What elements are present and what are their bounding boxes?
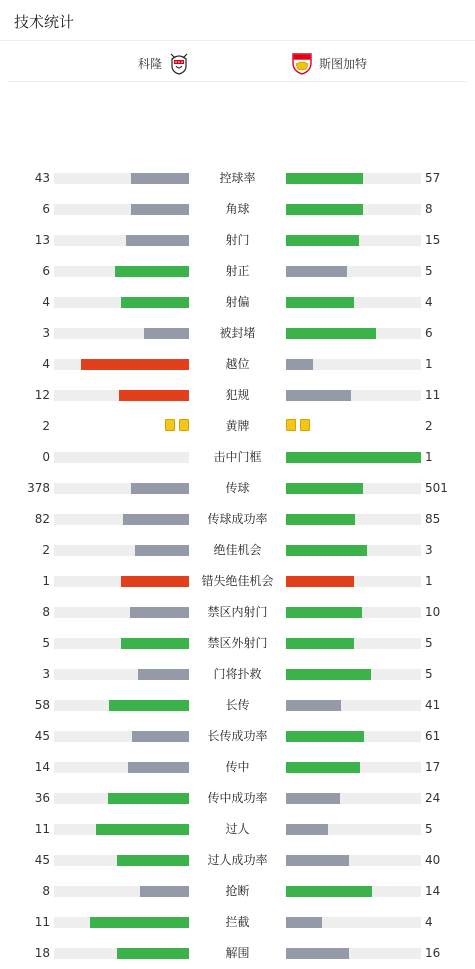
home-bar-fill [121, 297, 189, 308]
away-bar-fill [286, 514, 355, 525]
away-bar-track [286, 576, 421, 587]
stat-label: 越位 [225, 357, 250, 371]
home-value: 11 [34, 822, 50, 836]
stat-label: 传中成功率 [207, 791, 268, 805]
stat-row [0, 907, 475, 938]
home-bar-fill [121, 638, 189, 649]
home-bar-fill [108, 793, 189, 804]
away-bar-track [286, 762, 421, 773]
home-bar-track [54, 638, 189, 649]
stat-row [0, 349, 475, 380]
home-bar-track [54, 607, 189, 618]
stat-row [0, 814, 475, 845]
stat-label: 长传 [225, 698, 250, 712]
stat-label: 被封堵 [219, 326, 256, 340]
away-bar-fill [286, 948, 349, 959]
home-bar-track [54, 297, 189, 308]
home-value: 6 [42, 202, 50, 216]
home-value: 4 [42, 295, 50, 309]
teams-header [8, 41, 467, 82]
stat-label: 击中门框 [213, 450, 262, 464]
section-title: 技术统计 [14, 13, 75, 31]
away-bar-fill [286, 700, 341, 711]
away-bar-fill [286, 607, 362, 618]
home-bar-fill [117, 948, 189, 959]
stat-row [0, 287, 475, 318]
stat-row [0, 752, 475, 783]
home-bar-track [54, 793, 189, 804]
stat-row [0, 442, 475, 473]
away-value: 41 [425, 698, 441, 712]
stat-label: 禁区内射门 [207, 605, 268, 619]
home-bar-fill [90, 917, 189, 928]
away-bar-fill [286, 204, 363, 215]
away-bar-track [286, 173, 421, 184]
away-value: 5 [425, 636, 433, 650]
home-bar-track [54, 948, 189, 959]
away-value: 15 [425, 233, 441, 247]
away-yellow-cards [286, 419, 310, 433]
stat-row [0, 690, 475, 721]
home-value: 45 [34, 729, 50, 743]
away-bar-fill [286, 824, 328, 835]
home-bar-track [54, 359, 189, 370]
stat-label: 控球率 [219, 171, 256, 185]
home-bar-track [54, 452, 189, 463]
home-bar-fill [130, 607, 189, 618]
home-value: 378 [27, 481, 50, 495]
home-bar-fill [131, 173, 189, 184]
home-bar-track [54, 328, 189, 339]
yellow-card-icon [179, 419, 189, 431]
away-bar-fill [286, 576, 354, 587]
away-value: 5 [425, 822, 433, 836]
stuttgart-crest-icon [291, 51, 313, 75]
away-bar-fill [286, 855, 349, 866]
away-bar-track [286, 359, 421, 370]
away-team[interactable] [291, 51, 367, 75]
away-value: 85 [425, 512, 441, 526]
stat-label: 门将扑救 [213, 667, 262, 681]
away-bar-fill [286, 390, 351, 401]
away-bar-fill [286, 235, 359, 246]
away-bar-track [286, 235, 421, 246]
home-value: 58 [34, 698, 50, 712]
stat-label: 传球 [225, 481, 250, 495]
home-bar-track [54, 514, 189, 525]
home-bar-track [54, 824, 189, 835]
away-bar-fill [286, 452, 421, 463]
away-bar-fill [286, 483, 363, 494]
away-value: 5 [425, 264, 433, 278]
away-bar-fill [286, 731, 364, 742]
stat-label: 过人成功率 [207, 853, 268, 867]
away-value: 3 [425, 543, 433, 557]
home-value: 13 [34, 233, 50, 247]
away-value: 5 [425, 667, 433, 681]
away-bar-track [286, 700, 421, 711]
home-value: 1 [42, 574, 50, 588]
home-bar-track [54, 483, 189, 494]
home-yellow-cards [165, 419, 189, 433]
yellow-card-icon [300, 419, 310, 431]
stat-row [0, 504, 475, 535]
home-team[interactable] [138, 51, 190, 75]
home-value: 2 [42, 543, 50, 557]
home-bar-fill [109, 700, 189, 711]
stat-label: 射门 [225, 233, 250, 247]
away-value: 16 [425, 946, 441, 960]
away-bar-track [286, 669, 421, 680]
away-bar-track [286, 297, 421, 308]
stat-label: 传球成功率 [207, 512, 268, 526]
away-bar-track [286, 514, 421, 525]
home-value: 8 [42, 884, 50, 898]
stat-row [0, 256, 475, 287]
home-bar-track [54, 731, 189, 742]
home-bar-fill [144, 328, 189, 339]
section-header [0, 0, 475, 41]
home-bar-track [54, 700, 189, 711]
away-value: 2 [425, 419, 433, 433]
stat-row [0, 783, 475, 814]
away-bar-track [286, 638, 421, 649]
stat-label: 射偏 [225, 295, 250, 309]
away-bar-track [286, 328, 421, 339]
away-bar-track [286, 855, 421, 866]
home-value: 6 [42, 264, 50, 278]
home-bar-fill [115, 266, 189, 277]
away-bar-track [286, 452, 421, 463]
home-value: 14 [34, 760, 50, 774]
away-value: 17 [425, 760, 441, 774]
away-value: 4 [425, 295, 433, 309]
away-bar-fill [286, 762, 360, 773]
away-team-name: 斯图加特 [319, 56, 368, 71]
stat-label: 长传成功率 [207, 729, 268, 743]
home-team-name: 科隆 [138, 56, 163, 71]
yellow-card-icon [286, 419, 296, 431]
stat-row [0, 628, 475, 659]
away-bar-track [286, 204, 421, 215]
home-value: 8 [42, 605, 50, 619]
stat-row [0, 721, 475, 752]
home-value: 2 [42, 419, 50, 433]
away-value: 1 [425, 450, 433, 464]
away-value: 11 [425, 388, 441, 402]
away-bar-fill [286, 545, 367, 556]
home-bar-fill [128, 762, 189, 773]
stat-row [0, 845, 475, 876]
away-value: 14 [425, 884, 441, 898]
stat-row [0, 318, 475, 349]
away-value: 24 [425, 791, 441, 805]
stat-label: 解围 [225, 946, 250, 960]
home-bar-track [54, 917, 189, 928]
stat-row [0, 566, 475, 597]
stat-row [0, 535, 475, 566]
away-bar-fill [286, 917, 322, 928]
yellow-card-icon [165, 419, 175, 431]
home-bar-fill [123, 514, 189, 525]
away-value: 4 [425, 915, 433, 929]
away-bar-fill [286, 359, 313, 370]
home-bar-fill [131, 204, 189, 215]
home-value: 18 [34, 946, 50, 960]
home-value: 12 [34, 388, 50, 402]
home-bar-track [54, 235, 189, 246]
home-bar-fill [121, 576, 189, 587]
home-value: 5 [42, 636, 50, 650]
away-bar-fill [286, 266, 347, 277]
away-value: 1 [425, 574, 433, 588]
away-bar-track [286, 483, 421, 494]
away-value: 40 [425, 853, 441, 867]
stat-label: 犯规 [225, 388, 250, 402]
home-bar-fill [81, 359, 189, 370]
home-value: 36 [34, 791, 50, 805]
stat-label: 抢断 [225, 884, 250, 898]
away-bar-track [286, 607, 421, 618]
home-bar-track [54, 266, 189, 277]
home-bar-fill [119, 390, 189, 401]
stat-row [0, 163, 475, 194]
stat-row [0, 938, 475, 969]
away-bar-fill [286, 173, 363, 184]
home-bar-track [54, 669, 189, 680]
away-bar-fill [286, 328, 376, 339]
stat-row [0, 194, 475, 225]
away-bar-track [286, 793, 421, 804]
away-bar-track [286, 917, 421, 928]
home-bar-fill [138, 669, 189, 680]
away-value: 8 [425, 202, 433, 216]
away-bar-track [286, 824, 421, 835]
stat-label: 黄牌 [225, 419, 250, 433]
stat-label: 绝佳机会 [213, 543, 262, 557]
stat-row [0, 473, 475, 504]
home-bar-fill [131, 483, 189, 494]
away-value: 501 [425, 481, 448, 495]
stat-label: 拦截 [225, 915, 250, 929]
home-bar-fill [132, 731, 189, 742]
home-value: 43 [34, 171, 50, 185]
away-bar-track [286, 266, 421, 277]
home-bar-fill [135, 545, 189, 556]
away-bar-fill [286, 793, 340, 804]
koln-crest-icon [168, 51, 190, 75]
away-bar-fill [286, 297, 354, 308]
stat-row [0, 876, 475, 907]
stat-row [0, 225, 475, 256]
home-value: 3 [42, 667, 50, 681]
home-value: 11 [34, 915, 50, 929]
away-bar-track [286, 545, 421, 556]
home-bar-fill [96, 824, 189, 835]
stat-label: 禁区外射门 [207, 636, 268, 650]
away-value: 1 [425, 357, 433, 371]
away-value: 6 [425, 326, 433, 340]
home-bar-track [54, 204, 189, 215]
home-value: 3 [42, 326, 50, 340]
away-value: 61 [425, 729, 441, 743]
away-value: 57 [425, 171, 441, 185]
home-bar-fill [126, 235, 189, 246]
away-bar-track [286, 390, 421, 401]
home-bar-track [54, 762, 189, 773]
stat-label: 传中 [225, 760, 250, 774]
stat-row [0, 597, 475, 628]
home-bar-track [54, 545, 189, 556]
home-bar-track [54, 390, 189, 401]
stat-label: 过人 [225, 822, 250, 836]
stat-row [0, 659, 475, 690]
home-bar-track [54, 576, 189, 587]
stat-row [0, 380, 475, 411]
away-bar-track [286, 948, 421, 959]
stat-label: 射正 [225, 264, 250, 278]
home-value: 45 [34, 853, 50, 867]
home-value: 0 [42, 450, 50, 464]
away-bar-fill [286, 669, 371, 680]
away-value: 10 [425, 605, 441, 619]
away-bar-fill [286, 638, 354, 649]
home-value: 4 [42, 357, 50, 371]
home-bar-fill [117, 855, 189, 866]
home-bar-track [54, 173, 189, 184]
stat-label: 角球 [225, 202, 250, 216]
stat-row [0, 411, 475, 442]
home-bar-track [54, 855, 189, 866]
away-bar-track [286, 731, 421, 742]
stat-label: 错失绝佳机会 [201, 574, 274, 588]
home-value: 82 [34, 512, 50, 526]
